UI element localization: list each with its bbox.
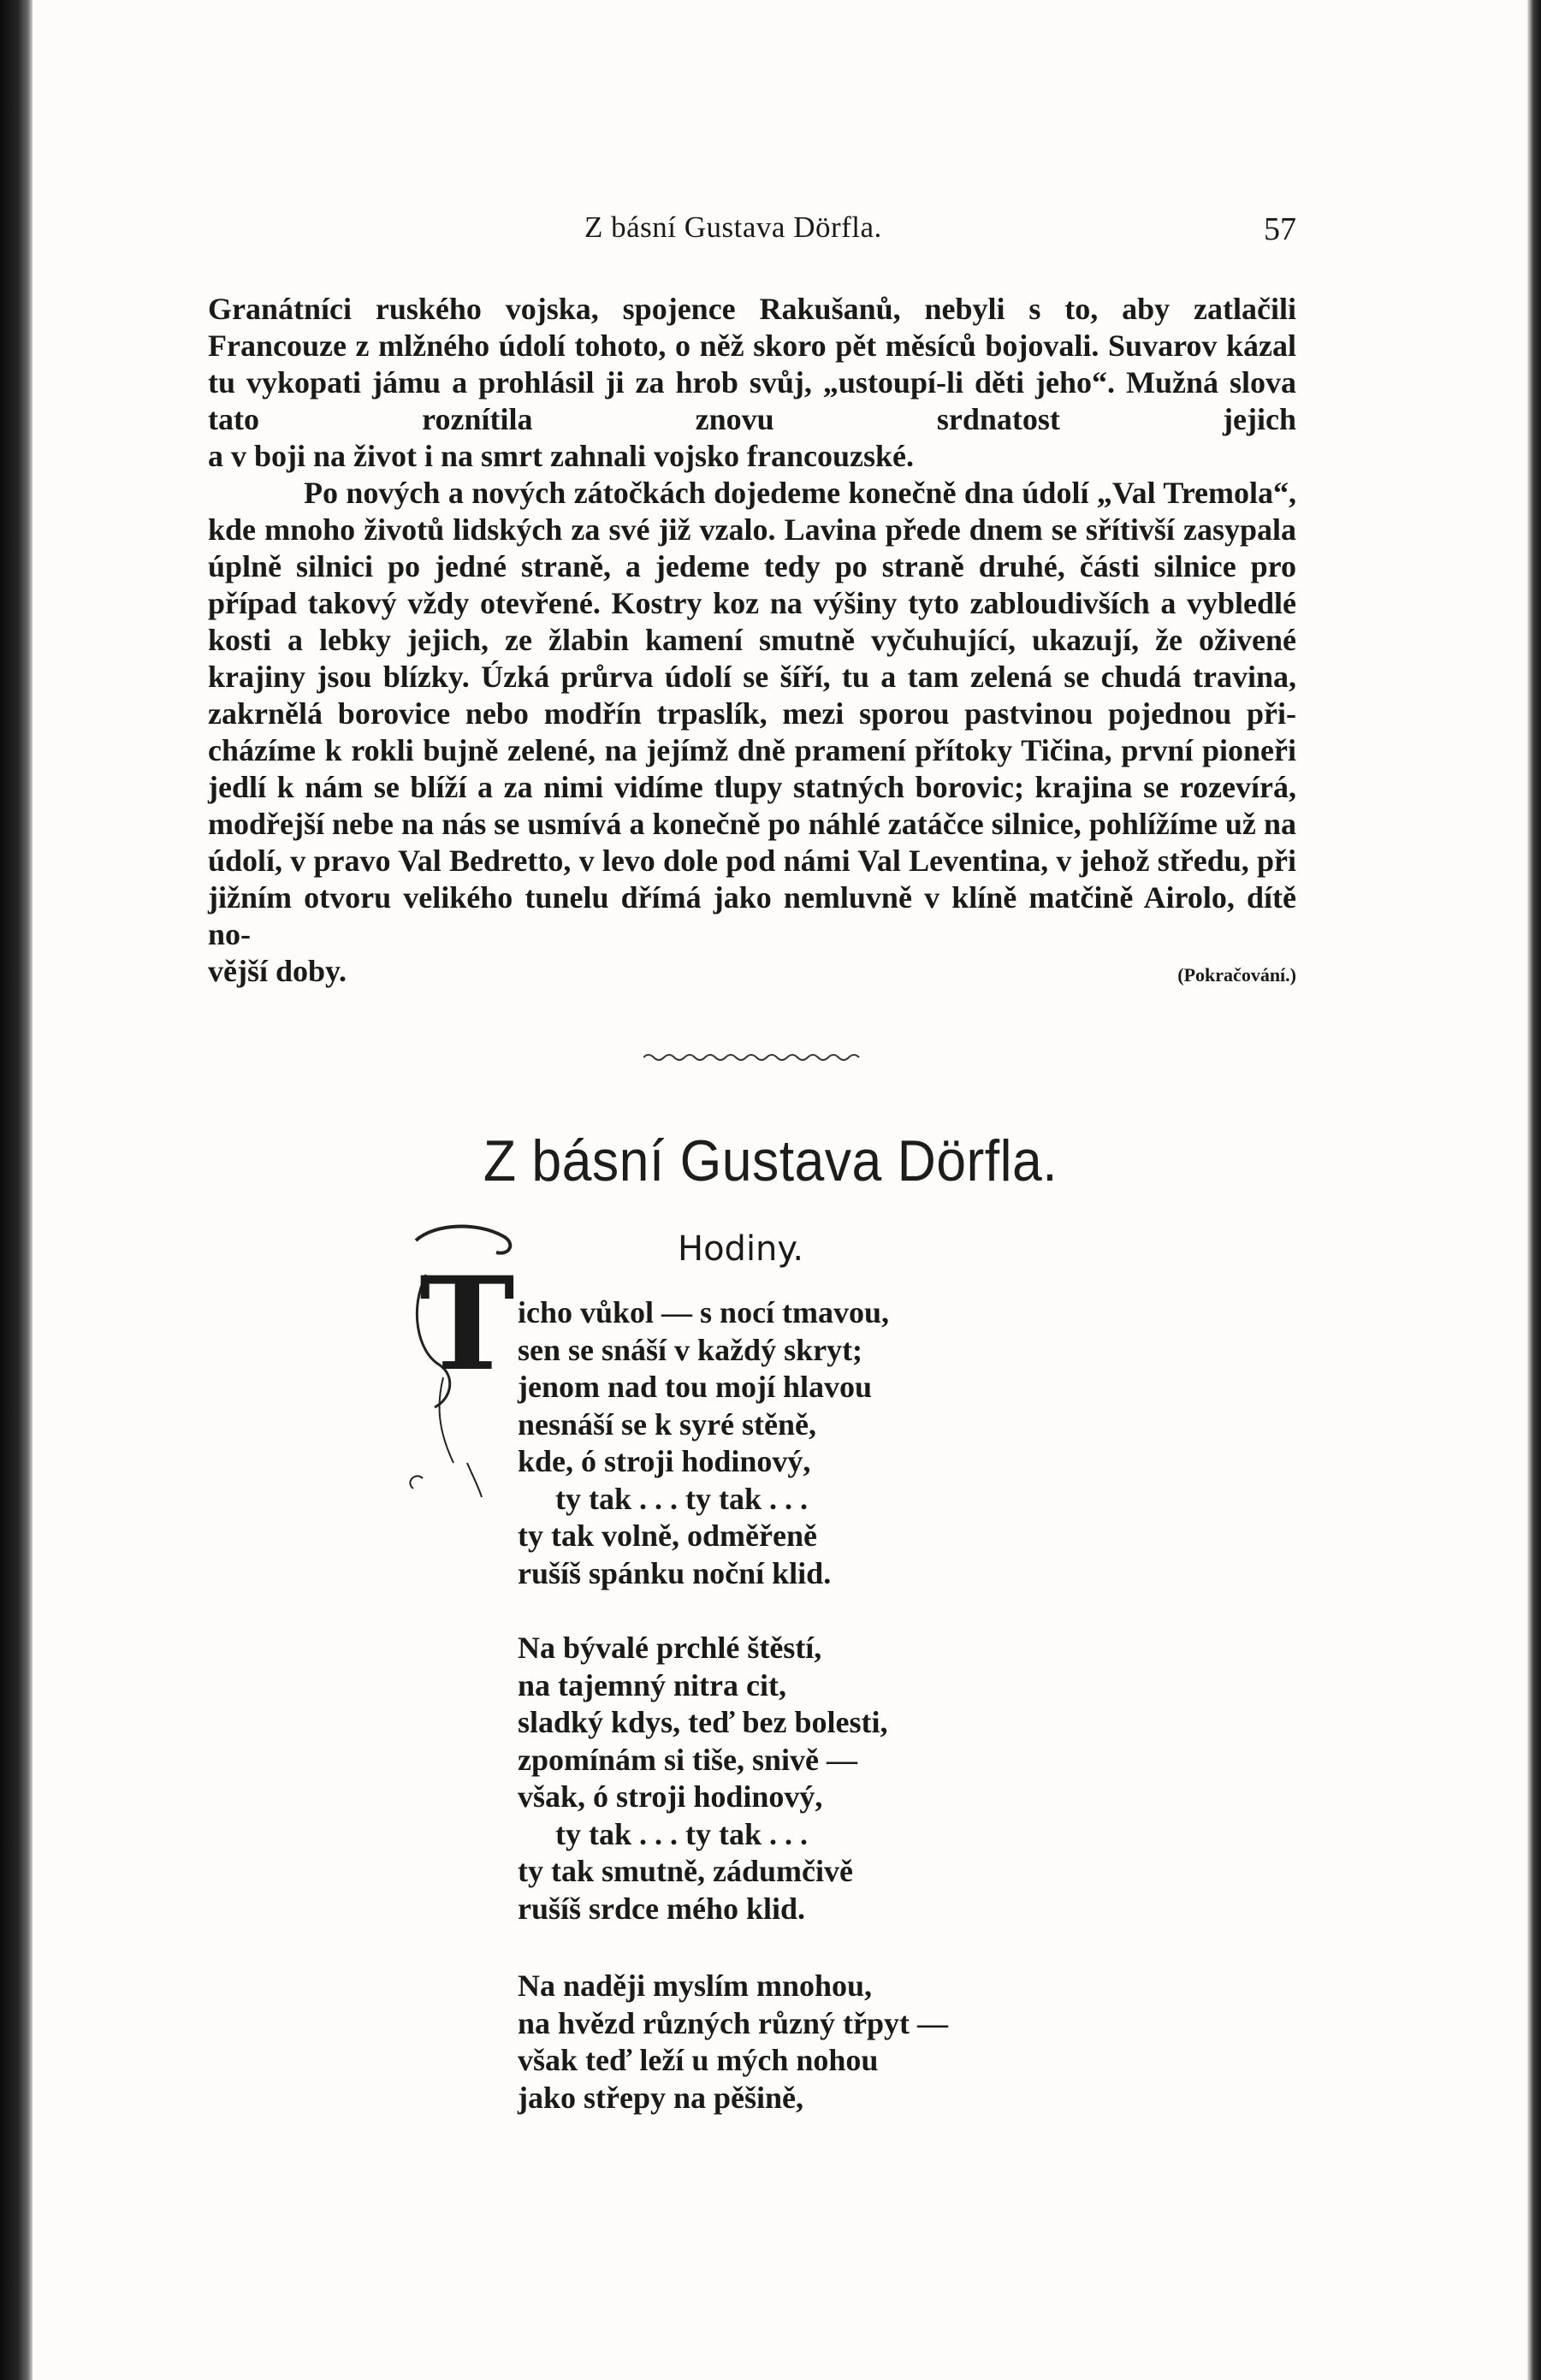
running-title: Z básní Gustava Dörfla.	[584, 210, 882, 244]
prose-line: borovice nebo modřín trpaslík, mezi sporou pastvinou pojednou při-	[337, 696, 1297, 731]
prose-line: Tremola“, kde mnoho životů lidských za své již vzalo. Lavina přede	[208, 476, 1296, 547]
prose-line: po náhlé zatáčce silnice, pohlížíme už na údolí, v pravo Val Bedretto,	[208, 807, 1296, 878]
poem-refrain-line: ty tak . . . ty tak . . .	[555, 1481, 808, 1516]
prose-line: Granátníci ruského vojska, spojence Rakušanů, nebyli s to, aby	[208, 292, 1171, 326]
page-number: 57	[1264, 211, 1296, 247]
paragraph-2	[208, 475, 1296, 953]
wavy-divider-ornament	[643, 1049, 866, 1066]
poem-line: nesnáší se k syré stěně,	[518, 1406, 816, 1442]
running-header	[208, 210, 1296, 252]
poem-line: Na bývalé prchlé štěstí,	[518, 1631, 822, 1665]
poem-line: ty tak smutně, zádumčivě	[518, 1854, 853, 1888]
poem-line: sen se snáší v každý skryt;	[518, 1332, 863, 1367]
poem-line: kde, ó stroji hodinový,	[518, 1444, 811, 1478]
ornamental-drop-cap	[400, 1215, 529, 1506]
poem-line: jako střepy na pěšině,	[518, 2080, 804, 2115]
poem-line: Na naději myslím mnohou,	[518, 1969, 873, 2003]
prose-line: velikého tunelu dřímá jako nemluvně v klíně matčině Airolo, dítě no-	[208, 880, 1297, 951]
prose-line: „ustoupí-li děti jeho“. Mužná slova tato roznítila znovu srdnatost jejich	[208, 365, 1297, 436]
prose-text	[208, 291, 1296, 993]
poem-line: icho vůkol — s nocí tmavou,	[518, 1295, 890, 1329]
prose-line: první pioneři jedlí k nám se blíží a za nimi vidíme tlupy statných	[208, 733, 1297, 804]
prose-line: Úzká průrva údolí se šíří, tu a tam zelená se chudá travina, zakrnělá	[208, 660, 1296, 731]
prose-line: dnem se sřítivší zasypala úplně silnici po jedné straně, a jedeme tedy	[208, 512, 1297, 583]
poem-line: sladký kdys, teď bez bolesti,	[518, 1705, 888, 1739]
continued-note: (Pokračování.)	[1177, 964, 1296, 986]
poem-refrain-line: ty tak . . . ty tak . . .	[555, 1816, 808, 1851]
book-spine-shadow	[0, 0, 33, 2380]
prose-final-line	[208, 953, 1296, 993]
poem-line: zpomínám si tiše, snivě —	[518, 1742, 858, 1777]
poem-line: však teď leží u mých nohou	[518, 2043, 879, 2077]
poem-title: Z básní Gustava Dörfla.	[483, 1128, 1058, 1193]
poem-subtitle: Hodiny.	[678, 1229, 804, 1269]
prose-line: borovic; krajina se rozevírá, modřejší nebe na nás se usmívá a konečně	[208, 770, 1297, 841]
poem-stanza-1	[518, 1294, 889, 1592]
paragraph-1-end	[208, 438, 1296, 475]
paragraph-1	[208, 291, 1296, 438]
prose-line: zatlačili Francouze z mlžného údolí tohoto, o něž skoro pět měsíců	[208, 292, 1296, 363]
page-edge-shadow	[1527, 0, 1541, 2380]
prose-line: v levo dole pod námi Val Leventina, v jehož středu, při jižním otvoru	[208, 844, 1297, 915]
prose-line: žlabin kamení smutně vyčuhující, ukazují, že oživené krajiny jsou blízky.	[208, 623, 1297, 694]
prose-line: cházíme k rokli bujně zelené, na jejímž dně pramení přítoky Tičina,	[208, 733, 1112, 767]
poem-line: rušíš srdce mého klid.	[518, 1891, 806, 1926]
poem-stanza-2	[518, 1630, 887, 1927]
prose-line: bojovali. Suvarov kázal tu vykopati jámu a prohlásil ji za hrob svůj,	[208, 329, 1297, 400]
poem-line: na hvězd různých různý třpyt —	[518, 2005, 948, 2040]
poem-line: ty tak volně, odměřeně	[518, 1519, 817, 1553]
poem-stanza-3	[518, 1968, 948, 2117]
poem-line: na tajemný nitra cit,	[518, 1667, 786, 1702]
poem-line: však, ó stroji hodinový,	[518, 1779, 823, 1814]
drop-cap-letter: T	[419, 1249, 515, 1400]
prose-last-words: vější doby.	[208, 954, 347, 988]
prose-line: po straně druhé, části silnice pro případ takový vždy otevřené. Kostry	[208, 549, 1296, 620]
poem-line: rušíš spánku noční klid.	[518, 1555, 832, 1590]
prose-line: koz na výšiny tyto zabloudivších a vybledlé kosti a lebky jejich, ze	[208, 586, 1297, 657]
prose-line: a v boji na život i na smrt zahnali vojsko francouzské.	[208, 439, 915, 473]
poem-line: jenom nad tou mojí hlavou	[518, 1370, 873, 1404]
prose-line: Po nových a nových zátočkách dojedeme konečně dna údolí „Val	[304, 476, 1156, 510]
